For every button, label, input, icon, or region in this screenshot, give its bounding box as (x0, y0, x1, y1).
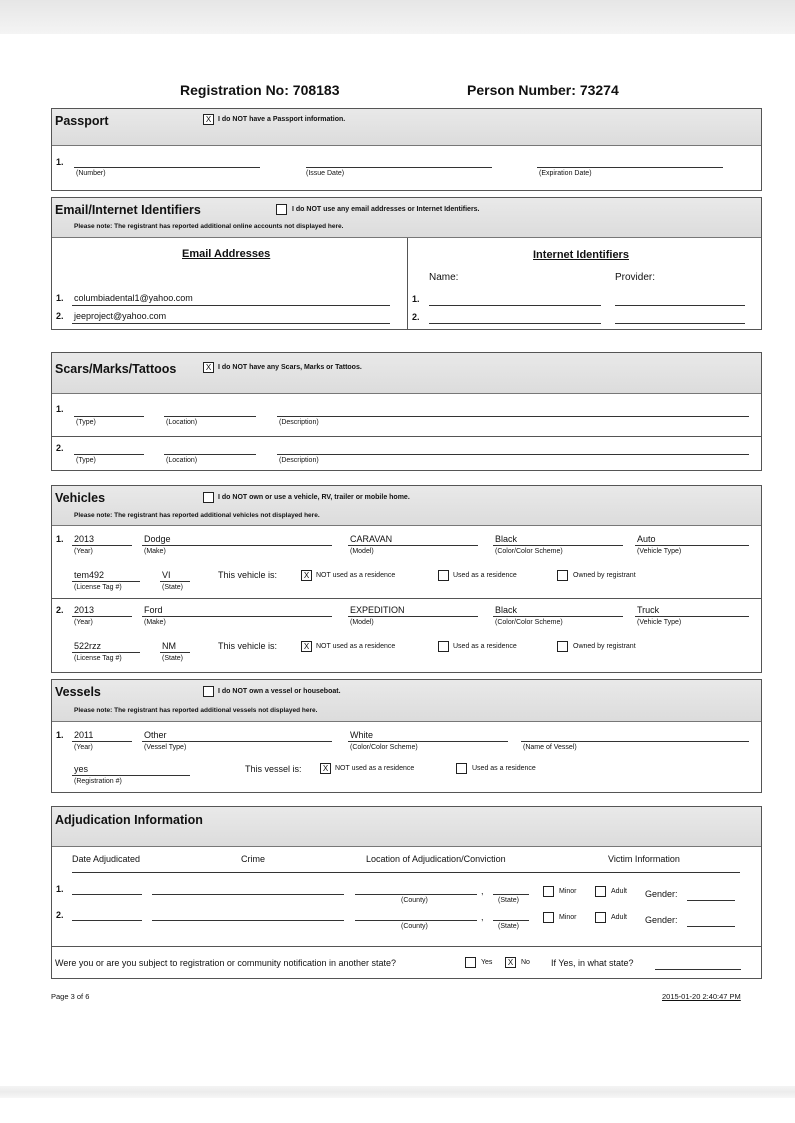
vehicle-not-residence-checkbox[interactable]: X (301, 641, 312, 652)
vehicle-color-line (493, 616, 623, 617)
identifier-row-number: 1. (412, 294, 420, 304)
passport-number-line (74, 167, 260, 168)
vessel-registration-label: (Registration #) (74, 778, 122, 785)
registration-number (180, 82, 340, 98)
vessel-color: White (350, 730, 374, 740)
no-passport-checkbox[interactable]: X (203, 114, 214, 125)
vehicle-owned-checkbox[interactable] (557, 570, 568, 581)
vessel-residence-checkbox[interactable] (456, 763, 467, 774)
adjudication-header-line (72, 872, 740, 873)
person-value: 73274 (579, 82, 619, 98)
vehicle-year-line (72, 616, 132, 617)
no-vessel-checkbox[interactable] (203, 686, 214, 697)
other-state-question: Were you or are you subject to registration or community notification in another state? (55, 958, 397, 968)
adjudication-crime-line (152, 920, 344, 921)
vehicle-residence-checkbox[interactable] (438, 570, 449, 581)
vessels-header (52, 680, 761, 722)
victim-adult-label: Adult (611, 914, 627, 921)
page-number: Page 3 of 6 (51, 992, 90, 1001)
email-row-number: 1. (56, 293, 64, 303)
vehicle-model-line (348, 545, 478, 546)
identifier-provider-line (615, 323, 745, 324)
vehicle-license-tag: 522rzz (74, 641, 102, 651)
no-scars-checkbox[interactable]: X (203, 362, 214, 373)
date-adjudicated-header: Date Adjudicated (72, 854, 141, 864)
vehicles-section (51, 485, 762, 673)
adjudication-header (52, 807, 761, 847)
victim-gender-label: Gender: (645, 915, 678, 925)
victim-minor-label: Minor (559, 888, 577, 895)
scar-type-label: (Type) (76, 457, 96, 464)
passport-issue-line (306, 167, 492, 168)
scars-section (51, 352, 762, 471)
email-column-divider (407, 238, 408, 330)
email-title: Email/Internet Identifiers (55, 203, 201, 217)
scar-row-number: 2. (56, 443, 64, 453)
vehicle-state: NM (162, 641, 176, 651)
print-timestamp: 2015-01-20 2:40:47 PM (662, 992, 741, 1001)
vessel-residence-label: Used as a residence (472, 765, 536, 772)
passport-title: Passport (55, 114, 109, 128)
vehicle-year-line (72, 545, 132, 546)
vessel-is-label: This vessel is: (245, 764, 302, 774)
internet-identifiers-header: Internet Identifiers (533, 249, 629, 261)
vehicle-residence-label: Used as a residence (453, 572, 517, 579)
vehicle-is-label: This vehicle is: (218, 641, 278, 651)
vehicle-model-label: (Model) (350, 548, 374, 555)
scars-header (52, 353, 761, 394)
adjudication-county-label: (County) (401, 897, 428, 904)
identifier-name-line (429, 305, 601, 306)
vehicle-type-line (635, 616, 749, 617)
scar-location-line (164, 454, 256, 455)
passport-header (52, 109, 761, 146)
vehicle-color: Black (495, 605, 518, 615)
vehicle-tag-line (72, 652, 140, 653)
vessels-section (51, 679, 762, 793)
scar-description-label: (Description) (279, 419, 319, 426)
vehicle-make-label: (Make) (144, 548, 166, 555)
vehicle-owned-label: Owned by registrant (573, 643, 636, 650)
vehicle-row-number: 2. (56, 605, 64, 615)
vehicle-make: Ford (144, 605, 163, 615)
adjudication-question-divider (52, 946, 761, 947)
vehicle-not-residence-label: NOT used as a residence (316, 643, 396, 650)
vessel-name-line (521, 741, 749, 742)
adjudication-date-line (72, 894, 142, 895)
vessels-title: Vessels (55, 685, 101, 699)
no-email-checkbox[interactable] (276, 204, 287, 215)
vehicle-year: 2013 (74, 605, 95, 615)
vehicle-type-line (635, 545, 749, 546)
email-header (52, 198, 761, 238)
other-state-no-label: No (521, 959, 530, 966)
no-vehicle-checkbox[interactable] (203, 492, 214, 503)
scar-row-divider (52, 436, 761, 437)
victim-minor-label: Minor (559, 914, 577, 921)
vehicle-type: Truck (637, 605, 660, 615)
vessel-type: Other (144, 730, 167, 740)
passport-expiration-line (537, 167, 723, 168)
no-email-label: I do NOT use any email addresses or Internet Identifiers. (292, 206, 480, 213)
vehicle-state: VI (162, 570, 171, 580)
vessel-name-label: (Name of Vessel) (523, 744, 577, 751)
email-note: Please note: The registrant has reported additional online accounts not displayed here. (74, 223, 344, 230)
scar-location-label: (Location) (166, 457, 198, 464)
scan-margin-top (0, 0, 795, 34)
vessel-color-label: (Color/Color Scheme) (350, 744, 418, 751)
vehicle-license-tag: tem492 (74, 570, 105, 580)
vessels-note: Please note: The registrant has reported additional vessels not displayed here. (74, 707, 318, 714)
vehicle-color-label: (Color/Color Scheme) (495, 548, 563, 555)
adjudication-title: Adjudication Information (55, 813, 203, 827)
vehicle-color-label: (Color/Color Scheme) (495, 619, 563, 626)
victim-adult-checkbox[interactable] (595, 886, 606, 897)
vehicle-not-residence-checkbox[interactable]: X (301, 570, 312, 581)
vehicle-residence-label: Used as a residence (453, 643, 517, 650)
vehicle-make: Dodge (144, 534, 171, 544)
adjudication-state-label: (State) (498, 897, 520, 904)
scar-type-label: (Type) (76, 419, 96, 426)
adjudication-row-number: 1. (56, 884, 64, 894)
other-state-no-checkbox[interactable]: X (505, 957, 516, 968)
victim-adult-checkbox[interactable] (595, 912, 606, 923)
vehicle-year-label: (Year) (74, 548, 93, 555)
adjudication-comma: , (481, 912, 484, 922)
adjudication-date-line (72, 920, 142, 921)
vehicles-note: Please note: The registrant has reported additional vehicles not displayed here. (74, 512, 320, 519)
scar-location-label: (Location) (166, 419, 198, 426)
vehicle-make-line (142, 616, 332, 617)
adjudication-county-line (355, 894, 477, 895)
adjudication-state-label: (State) (498, 923, 520, 930)
passport-row-number: 1. (56, 157, 64, 167)
adjudication-county-label: (County) (401, 923, 428, 930)
adjudication-state-line (493, 920, 529, 921)
passport-issue-label: (Issue Date) (306, 170, 345, 177)
vehicle-color: Black (495, 534, 518, 544)
victim-header: Victim Information (608, 854, 680, 864)
email-line (72, 305, 390, 306)
vehicle-tag-label: (License Tag #) (74, 584, 122, 591)
other-state-yes-label: Yes (481, 959, 493, 966)
vehicle-tag-line (72, 581, 140, 582)
scar-description-line (277, 416, 749, 417)
scar-type-line (74, 454, 144, 455)
adjudication-section (51, 806, 762, 979)
passport-number-label: (Number) (76, 170, 106, 177)
identifier-provider-line (615, 305, 745, 306)
other-state-name-label: If Yes, in what state? (551, 958, 634, 968)
vehicle-make-label: (Make) (144, 619, 166, 626)
victim-adult-label: Adult (611, 888, 627, 895)
scar-location-line (164, 416, 256, 417)
identifier-row-number: 2. (412, 312, 420, 322)
identifier-provider-label: Provider: (615, 272, 656, 283)
scan-margin-bottom (0, 1086, 795, 1098)
scar-description-label: (Description) (279, 457, 319, 464)
registration-label: Registration No: (180, 82, 289, 98)
email-address-value: columbiadental1@yahoo.com (74, 293, 193, 303)
no-vehicle-label: I do NOT own or use a vehicle, RV, trailer or mobile home. (218, 494, 410, 501)
other-state-name-line (655, 969, 741, 970)
victim-minor-checkbox[interactable] (543, 886, 554, 897)
vehicle-not-residence-label: NOT used as a residence (316, 572, 396, 579)
vehicle-year-label: (Year) (74, 619, 93, 626)
vehicle-row-number: 1. (56, 534, 64, 544)
passport-section (51, 108, 762, 191)
registration-value: 708183 (292, 82, 340, 98)
victim-gender-line (687, 926, 735, 927)
victim-minor-checkbox[interactable] (543, 912, 554, 923)
vessel-year-label: (Year) (74, 744, 93, 751)
person-label: Person Number: (467, 82, 576, 98)
vehicle-make-line (142, 545, 332, 546)
vehicle-year: 2013 (74, 534, 95, 544)
vessel-type-line (142, 741, 332, 742)
location-header: Location of Adjudication/Conviction (366, 854, 506, 864)
email-row-number: 2. (56, 311, 64, 321)
person-number (467, 82, 619, 98)
email-section (51, 197, 762, 330)
scar-type-line (74, 416, 144, 417)
vehicle-owned-label: Owned by registrant (573, 572, 636, 579)
scar-row-number: 1. (56, 404, 64, 414)
victim-gender-line (687, 900, 735, 901)
vehicle-is-label: This vehicle is: (218, 570, 278, 580)
victim-gender-label: Gender: (645, 889, 678, 899)
vehicle-type: Auto (637, 534, 656, 544)
scar-description-line (277, 454, 749, 455)
passport-expiration-label: (Expiration Date) (539, 170, 592, 177)
email-addresses-header: Email Addresses (182, 248, 271, 260)
vessel-color-line (348, 741, 508, 742)
no-passport-label: I do NOT have a Passport information. (218, 116, 346, 123)
crime-header: Crime (241, 854, 265, 864)
vehicle-row-divider (52, 598, 761, 599)
vehicle-owned-checkbox[interactable] (557, 641, 568, 652)
scars-title: Scars/Marks/Tattoos (55, 362, 177, 376)
email-address-value: jeeproject@yahoo.com (74, 311, 167, 321)
vehicle-model-label: (Model) (350, 619, 374, 626)
vehicle-tag-label: (License Tag #) (74, 655, 122, 662)
vehicle-type-label: (Vehicle Type) (637, 548, 682, 555)
identifier-name-line (429, 323, 601, 324)
identifier-name-label: Name: (429, 272, 459, 283)
vessel-year-line (72, 741, 132, 742)
vehicle-state-label: (State) (162, 655, 184, 662)
adjudication-county-line (355, 920, 477, 921)
other-state-yes-checkbox[interactable] (465, 957, 476, 968)
vessel-registration: yes (74, 764, 89, 774)
vehicle-type-label: (Vehicle Type) (637, 619, 682, 626)
vehicle-state-label: (State) (162, 584, 184, 591)
adjudication-state-line (493, 894, 529, 895)
vehicle-residence-checkbox[interactable] (438, 641, 449, 652)
vessel-not-residence-checkbox[interactable]: X (320, 763, 331, 774)
adjudication-crime-line (152, 894, 344, 895)
no-scars-label: I do NOT have any Scars, Marks or Tattoos. (218, 364, 362, 371)
vehicle-state-line (160, 652, 190, 653)
vehicle-model: CARAVAN (350, 534, 393, 544)
vessel-year: 2011 (74, 730, 94, 740)
adjudication-comma: , (481, 886, 484, 896)
vehicle-model: EXPEDITION (350, 605, 405, 615)
email-line (72, 323, 390, 324)
vehicles-title: Vehicles (55, 491, 106, 505)
vessel-not-residence-label: NOT used as a residence (335, 765, 415, 772)
vehicle-state-line (160, 581, 190, 582)
no-vessel-label: I do NOT own a vessel or houseboat. (218, 688, 341, 695)
vessel-row-number: 1. (56, 730, 64, 740)
adjudication-row-number: 2. (56, 910, 64, 920)
vehicle-model-line (348, 616, 478, 617)
vessel-type-label: (Vessel Type) (144, 744, 187, 751)
vehicles-header (52, 486, 761, 526)
vehicle-color-line (493, 545, 623, 546)
vessel-registration-line (72, 775, 190, 776)
